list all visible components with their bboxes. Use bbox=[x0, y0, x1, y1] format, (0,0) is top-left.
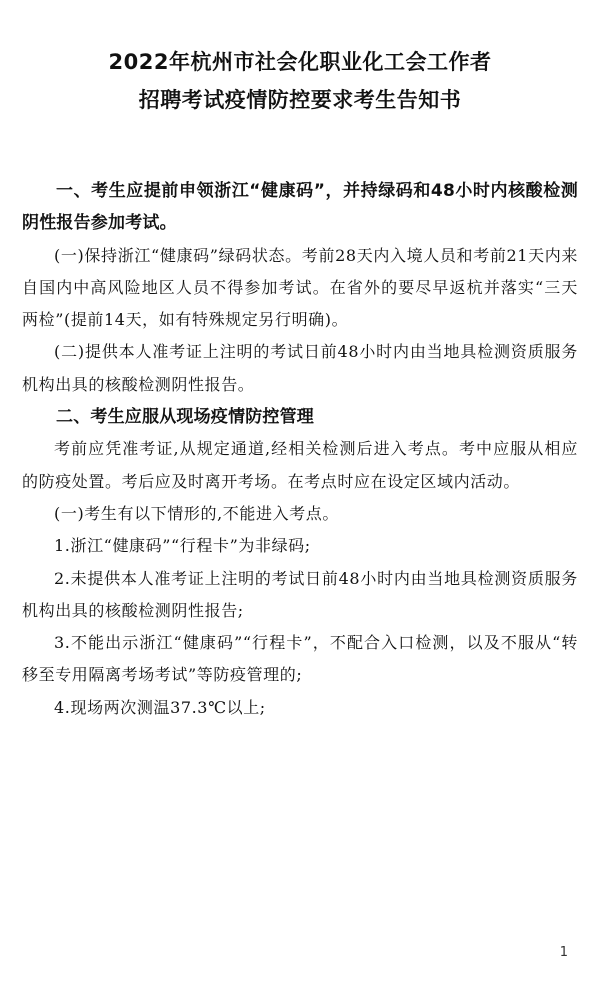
page-number: 1 bbox=[559, 945, 568, 960]
document-body bbox=[22, 175, 578, 724]
list-item-3: 3.不能出示浙江“健康码”“行程卡”，不配合入口检测，以及不服从“转移至专用隔离考场考试”等防疫管理的; bbox=[22, 633, 578, 685]
list-item-4: 4.现场两次测温37.3℃以上; bbox=[54, 697, 266, 717]
section-heading-1: 一、考生应提前申领浙江“健康码”，并持绿码和48小时内核酸检测阴性报告参加考试。 bbox=[22, 181, 578, 234]
paragraph-no-entry-conditions: (一)考生有以下情形的,不能进入考点。 bbox=[54, 503, 339, 523]
section-heading-2: 二、考生应服从现场疫情防控管理 bbox=[56, 407, 314, 428]
paragraph-nucleic-test-report: (二)提供本人准考证上注明的考试日前48小时内由当地具检测资质服务机构出具的核酸检测阴性报告。 bbox=[22, 342, 578, 394]
document-title-line-1: 2022年杭州市社会化职业化工会工作者 bbox=[108, 50, 492, 74]
document-title-line-2: 招聘考试疫情防控要求考生告知书 bbox=[138, 88, 462, 112]
paragraph-green-code: (一)保持浙江“健康码”绿码状态。考前28天内入境人员和考前21天内来自国内中高风险地区人员不得参加考试。在省外的要尽早返杭并落实“三天两检”(提前14天，如有特殊规定另行明确)。 bbox=[22, 245, 578, 330]
paragraph-entry-procedure: 考前应凭准考证,从规定通道,经相关检测后进入考点。考中应服从相应的防疫处置。考后应及时离开考场。在考点时应在设定区域内活动。 bbox=[22, 439, 578, 491]
list-item-2: 2.未提供本人准考证上注明的考试日前48小时内由当地具检测资质服务机构出具的核酸检测阴性报告; bbox=[22, 568, 578, 620]
list-item-1: 1.浙江“健康码”“行程卡”为非绿码; bbox=[54, 536, 311, 556]
